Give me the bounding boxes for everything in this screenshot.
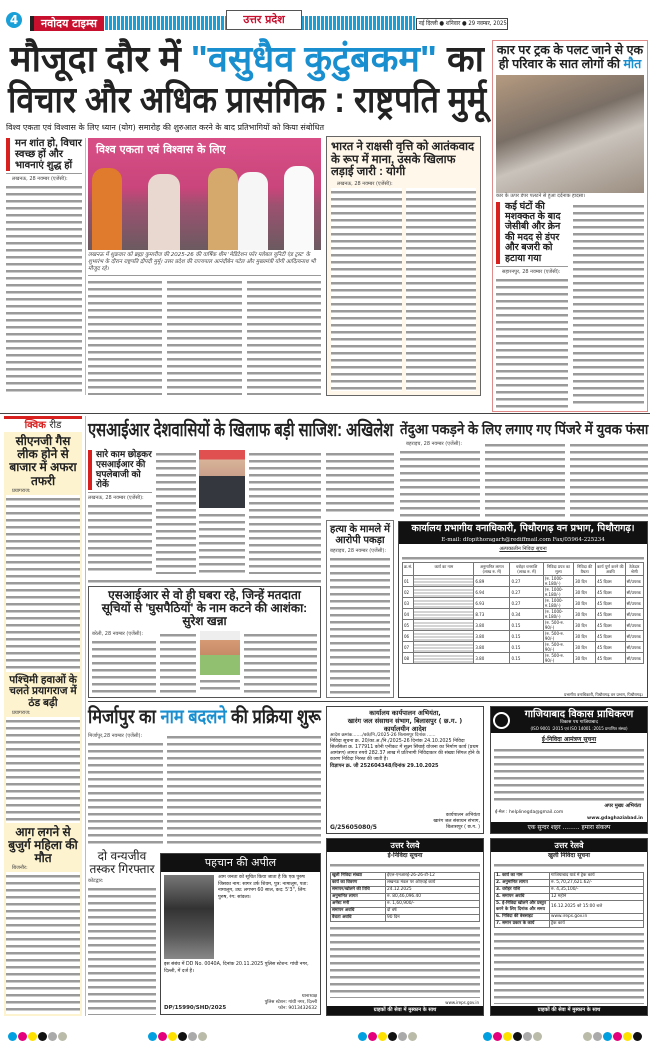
table-cell: 7. समान प्रकार के कार्य: [495, 921, 550, 928]
akhilesh-body-col2b: [199, 511, 245, 574]
quick-read-label-1: क्विक: [24, 420, 46, 431]
table-row: [331, 880, 480, 887]
appeal-photo: [164, 875, 214, 959]
table-cell: 0.27: [510, 598, 543, 609]
table-cell: 0.15: [510, 642, 543, 653]
table-row: [495, 894, 644, 901]
yogi-story-box: [326, 136, 481, 396]
table-cell: 0.15: [510, 653, 543, 664]
table-cell: सी/उपरक: [625, 598, 643, 609]
table-cell: समापन/खोलने की तिथि: [331, 887, 386, 894]
appeal-signature: [265, 994, 317, 1012]
murder-headline: हत्या के मामले में आरोपी पकड़ा: [330, 524, 390, 546]
gda-ad-notice: ई-निविदा आमंत्रण सूचना: [541, 736, 597, 743]
pithoragarh-ad-notice: अल्पकालीन निविदा सूचना: [499, 546, 547, 552]
table-cell: 90 दिन: [386, 915, 480, 922]
table-cell: 04: [403, 609, 414, 620]
pithoragarh-ad-contact: E-mail: dfopithoragarh@rediffmail.com Fax/05964-225234: [399, 536, 647, 544]
table-cell: 06: [403, 631, 414, 642]
table-cell: 30 दिन: [574, 620, 596, 631]
table-cell: 2. अनुमानित लागत: [495, 880, 550, 887]
table-header: निविदा की वैधता: [574, 563, 596, 576]
color-registration-marks: [8, 1026, 648, 1038]
accident-subhead: कई घंटों की मशक्कत के बाद जेसीबी और क्रेन की मदद से डंपर और बजरी को हटाया गया: [496, 202, 568, 265]
table-cell: रु. 4,35,100/-: [550, 887, 644, 894]
table-cell: 30 दिन: [574, 609, 596, 620]
bilaspur-ad-body: निविदा सूचना क्र. 20/का.अ./नि./2025-26 दिनांक 24.10.2025 निविदा सिलसिला क्र. 177911 कोनी एनीकट में सूक्ष्म सिंचाई योजना का निर्माण कार्य (प्रथम आमंत्रण) लागत रुपये 282.37 लाख में प्रतिभागी निविदाकार की संख्या सिंगल होने के कारण निविदा निरस्त की जाती है।: [330, 739, 480, 762]
side-story: [6, 138, 82, 395]
murder-dateline: बहराइच, 28 नवम्बर (एजेंसी):: [330, 548, 387, 554]
date-line-box: [416, 18, 508, 30]
table-cell: ईएल-एनआरई-26-26-टी-12: [386, 873, 480, 880]
mirzapur-headline-part2: की प्रक्रिया शुरू: [231, 706, 321, 728]
akhilesh-body-col3: [249, 450, 321, 574]
gda-ad-sign: अपर मुख्य अभियंता: [604, 803, 641, 809]
table-cell: 0.27: [510, 587, 543, 598]
work-name-cell: [414, 642, 474, 653]
table-cell: 6.94: [474, 587, 510, 598]
quick-read-label-2: रीड: [49, 420, 62, 431]
lead-photo-caption: लखनऊ में शुक्रवार को ब्रह्मा कुमारीज की 2025-26 की वार्षिक थीम 'मेडिटेशन फॉर ग्लोबल यूनिटी एंड ट्रस्ट' के शुभारंभ के दौरान राष्ट्रपति द्रौपदी मुर्मू। उत्तर प्रदेश की राज्यपाल आनंदीबेन पटेल और मुख्यमंत्री योगी आदित्यनाथ भी मौजूद रहे।: [88, 252, 316, 272]
akhilesh-dateline: लखनऊ, 28 नवम्बर (एजेंसी):: [88, 494, 144, 501]
accident-photo: [496, 75, 644, 193]
table-row: [331, 901, 480, 908]
mirzapur-body-col2: [167, 733, 321, 847]
railway-open-tender-ad: [490, 838, 648, 1016]
table-cell: 0.27: [510, 576, 543, 587]
table-cell: रु. 1,60,900/-: [386, 901, 480, 908]
table-cell: 6.89: [474, 576, 510, 587]
gda-ad-email: ई-मेल : helplinegda@gmail.com: [495, 810, 564, 815]
work-name-cell: [414, 609, 474, 620]
railway-ad-2-footer: ग्राहकों की सेवा में मुस्कान के साथ: [491, 1006, 647, 1015]
table-row: [403, 642, 644, 653]
work-name-cell: [414, 576, 474, 587]
table-cell: 30 दिन: [574, 576, 596, 587]
railway-ad-1-title: ई-निविदा सूचना: [387, 852, 423, 859]
table-cell: 05: [403, 620, 414, 631]
akhilesh-side: [88, 450, 152, 574]
table-cell: 30 दिन: [574, 653, 596, 664]
mirzapur-dateline: मिर्जापुर,28 नवम्बर (एजेंसी):: [88, 733, 143, 739]
pithoragarh-tender-ad: [398, 521, 648, 698]
akhilesh-subhead: सारे काम छोड़कर एसआईआर की घपलेबाजी को रोकें: [88, 450, 152, 490]
table-cell: 8.73: [474, 609, 510, 620]
khanna-photo: [200, 631, 240, 675]
table-cell: 30 दिन: [574, 642, 596, 653]
bilaspur-ad-number: विज्ञापन क्र. जी 252604348/दिनांक 29.10.2025: [330, 763, 439, 769]
work-name-cell: [414, 653, 474, 664]
pithoragarh-ad-title: कार्यालय प्रभागीय वनाधिकारी, पिथौरागढ़ वन प्रभाग, पिथौरागढ़।: [399, 522, 647, 536]
table-cell: 24.12.2025: [386, 887, 480, 894]
lead-body: [88, 252, 321, 395]
table-cell: 45 दिवस: [596, 631, 625, 642]
table-cell: (रु. 500-रु. 90/-): [543, 653, 573, 664]
lead-headline-line2: विचार और अधिक प्रासंगिक : राष्ट्रपति मुर्मू: [8, 79, 487, 120]
yogi-body-col1: [331, 188, 402, 391]
yogi-headline: भारत ने राक्षसी वृत्ति को आतंकवाद के रूप में माना, उसके खिलाफ लड़ाई जारी : योगी: [331, 141, 475, 179]
quick-read-label: [4, 416, 82, 432]
accident-story-box: [492, 40, 648, 412]
smugglers-dateline: कोटद्वार:: [88, 878, 104, 885]
photo-banner-text: विश्व एकता एवं विश्वास के लिए: [96, 143, 226, 156]
table-cell: 5. ई-निविदा खोलने और प्रस्तुत करने के लिए दिनांक और समय: [495, 901, 550, 914]
table-cell: 6. निविदा की वेबसाइट: [495, 914, 550, 921]
khanna-body-col2: [160, 631, 196, 694]
work-name-cell: [414, 620, 474, 631]
railway-ad-1-footer: ग्राहकों की सेवा में मुस्कान के साथ: [327, 1006, 483, 1015]
table-row: [495, 914, 644, 921]
quick-read-body-3: [6, 872, 80, 1014]
table-row: [403, 653, 644, 664]
mirzapur-body: [88, 733, 163, 847]
table-cell: 1. कार्य का नाम: [495, 873, 550, 880]
table-cell: सी/उपरक: [625, 576, 643, 587]
table-header: अनुमानित लागत (लाख रु. में): [474, 563, 510, 576]
table-cell: रु. 5,70,27,621.62/-: [550, 880, 644, 887]
accident-dateline: सहारनपुर, 28 नवम्बर (एजेंसी):: [502, 269, 561, 276]
table-cell: 01: [403, 576, 414, 587]
table-cell: 45 दिवस: [596, 642, 625, 653]
railway-ad-1-web: www.ireps.gov.in: [445, 1000, 479, 1005]
railway-ad-2-table: [494, 872, 644, 928]
lead-photo: [88, 138, 321, 250]
lead-headline-part1: मौजूदा दौर में: [10, 38, 181, 79]
table-row: [331, 894, 480, 901]
table-cell: 4. समापन अवधि: [495, 894, 550, 901]
table-cell: सी/उपरक: [625, 642, 643, 653]
table-cell: (रु. 1000-रु.180/-): [543, 609, 573, 620]
table-row: [495, 880, 644, 887]
pithoragarh-ad-table: [402, 562, 644, 664]
akhilesh-body-col1: [88, 502, 152, 574]
appeal-body: आम जनता को सूचित किया जाता है कि एक पुरुष जिसका नाम: सागर उर्फ शिवम, पुत्र: नामालूम, पता: नामालूम, उम्र: लगभग 60 साल, कद: 5'3", लिंग: पुरुष, रंग: सांवला।: [218, 875, 309, 900]
murder-story-box: [326, 520, 394, 698]
tendua-body-col3: [570, 441, 648, 517]
table-cell: 0.15: [510, 631, 543, 642]
table-cell: 16.12.2025 को 15:00 बजे: [550, 901, 644, 914]
table-cell: समापन अवधि: [331, 908, 386, 915]
bilaspur-ad-title-1: कार्यालय कार्यपालन अभियंता,: [369, 709, 441, 717]
table-cell: लखनऊ मंडल पर ओएचई कार्य: [386, 880, 480, 887]
accident-body-col2: [573, 202, 645, 409]
table-cell: दो वर्ष: [386, 908, 480, 915]
table-cell: सी/उपरक: [625, 620, 643, 631]
table-cell: खुली निविदा संख्या: [331, 873, 386, 880]
lead-body-col1: [88, 278, 162, 395]
table-cell: 30 दिन: [574, 587, 596, 598]
mirzapur-body-col1: [88, 740, 163, 847]
railway-ad-1-logo: उत्तर रेलवे: [327, 839, 483, 852]
akhilesh-photo: [199, 450, 245, 508]
khanna-story-box: [88, 586, 321, 698]
yogi-dateline: लखनऊ, 28 नवम्बर (एजेंसी):: [337, 180, 393, 187]
akhilesh-headline: एसआईआर देशवासियों के खिलाफ बड़ी साजिश: अखिलेश: [88, 420, 394, 441]
lead-headline: [8, 38, 486, 120]
khanna-body-col1: [92, 638, 156, 694]
table-cell: रु. 80,46,096.40: [386, 894, 480, 901]
pithoragarh-ad-signatory: प्रभागीय वनाधिकारी, पिथौरागढ़ वन प्रभाग, पिथौरागढ़।: [564, 692, 643, 697]
quick-read-column: [4, 416, 82, 1016]
murder-body: [330, 555, 390, 694]
bilaspur-ad-order-line: आदेश क्रमांक......./वर्क/नि./2025-26 बिलासपुर दिनांक ......: [330, 733, 436, 738]
table-cell: (रु. 500-रु. 90/-): [543, 631, 573, 642]
table-cell: सी/उपरक: [625, 609, 643, 620]
table-row: [495, 921, 644, 928]
quick-read-headline-1: सीएनजी गैस लीक होने से बाजार में अफरा तफरी: [9, 434, 77, 488]
table-cell: 3. धरोहर राशि: [495, 887, 550, 894]
table-cell: 3.80: [474, 642, 510, 653]
newspaper-logo: नवोदय टाइम्स: [30, 16, 104, 31]
table-cell: (रु. 500-रु. 90/-): [543, 620, 573, 631]
bilaspur-sign-2: खारंग जल संसाधन संभाग,: [433, 819, 480, 824]
gda-tender-ad: [490, 706, 648, 834]
table-cell: (रु. 500-रु. 90/-): [543, 642, 573, 653]
table-cell: www.ireps.gov.in: [550, 914, 644, 921]
table-cell: (रु. 1000-रु.180/-): [543, 598, 573, 609]
akhilesh-body-col4: [326, 450, 394, 516]
table-cell: ट्रैक कार्य: [550, 921, 644, 928]
table-row: [331, 915, 480, 922]
accident-photo-caption: कार के ऊपर डंपर पलटने से हुआ दर्दनाक हादसा।: [496, 192, 586, 199]
table-cell: 6.93: [474, 598, 510, 609]
table-header: क्र.सं.: [403, 563, 414, 576]
gda-ad-title: गाजियाबाद विकास प्राधिकरण: [524, 708, 634, 720]
table-row: [495, 873, 644, 880]
table-header: ठेकेदार श्रेणी: [625, 563, 643, 576]
table-cell: 12 महीने: [550, 894, 644, 901]
lead-body-col2: [167, 278, 241, 395]
table-cell: (रु. 1000-रु.180/-): [543, 587, 573, 598]
table-header: धरोहर धनराशि (लाख रु. में): [510, 563, 543, 576]
khanna-headline: एसआईआर से वो ही घबरा रहे, जिन्हें मतदाता सूचियों से 'घुसपैठियों' के नाम कटने की आशंका: सुरेश खन्ना: [101, 588, 308, 629]
side-dateline: लखनऊ, 28 नवम्बर (एजेंसी):: [12, 176, 68, 182]
bilaspur-sign-1: कार्यपालन अभियंता: [445, 813, 480, 818]
appeal-phone: फोन: 9013432632: [278, 1006, 317, 1011]
khanna-body-col4: [244, 631, 317, 694]
table-row: [331, 873, 480, 880]
quick-read-dateline-1: प्रयागराज:: [12, 487, 31, 494]
quick-read-headline-3: आग लगने से बुजुर्ग महिला की मौत: [8, 824, 78, 866]
table-cell: वैधता अवधि: [331, 915, 386, 922]
tendua-body: [400, 441, 480, 517]
mirzapur-headline-highlight: नाम बदलने: [160, 706, 227, 728]
work-name-cell: [414, 587, 474, 598]
tendua-body-col1: [400, 448, 480, 517]
tendua-headline: तेंदुआ पकड़ने के लिए लगाए गए पिंजरे में युवक फंसा: [400, 421, 649, 437]
table-cell: 02: [403, 587, 414, 598]
tendua-body-col2: [485, 441, 565, 517]
appeal-station: पुलिस स्टेशन: गांधी नगर, दिल्ली: [264, 1000, 317, 1005]
gda-ad-subtitle: विकास पथ गाजियाबाद: [560, 719, 598, 725]
gda-ad-header: [491, 707, 647, 733]
bilaspur-ad-code: G/25605080/5: [330, 824, 377, 831]
smugglers-story: [88, 850, 156, 1015]
accident-headline: [496, 44, 644, 72]
appeal-signature-title: थानाध्यक्ष: [301, 994, 317, 999]
table-row: [331, 887, 480, 894]
quick-read-dateline-3: बिजनौर:: [12, 865, 28, 872]
smugglers-body: [88, 885, 156, 1015]
lead-body-col3: [247, 278, 321, 395]
table-cell: 45 दिवस: [596, 653, 625, 664]
railway-ad-2-title: खुली निविदा सूचना: [548, 852, 590, 859]
accident-headline-highlight: मौत: [623, 56, 642, 71]
table-row: [403, 609, 644, 620]
table-row: [403, 576, 644, 587]
gda-ad-iso: (ISO 9001 :2015 एवं ISO 14001 :2015 प्रमाणित संस्था): [530, 725, 628, 731]
bilaspur-order-ad: [326, 706, 484, 834]
table-cell: 45 दिवस: [596, 620, 625, 631]
table-cell: अनुमानित लागत: [331, 894, 386, 901]
quick-read-body-1: [6, 495, 80, 672]
side-body-text: [6, 183, 82, 395]
lead-subhead: विश्व एकता एवं विश्वास के लिए ध्यान (योग) समारोह की शुरुआत करने के बाद प्रतिभागियों को किया संबोधित: [6, 123, 325, 132]
table-cell: सी/उपरक: [625, 653, 643, 664]
table-cell: कार्य का विवरण: [331, 880, 386, 887]
table-cell: (रु. 1000-रु.180/-): [543, 576, 573, 587]
table-header: कार्य पूर्ण करने की अवधि: [597, 564, 624, 574]
railway-ad-2-logo: उत्तर रेलवे: [491, 839, 647, 852]
table-cell: 30 दिन: [574, 631, 596, 642]
table-cell: 03: [403, 598, 414, 609]
table-row: [495, 901, 644, 914]
bilaspur-ad-title-2: खारंग जल संसाधन संभाग, बिलासपुर ( छ.ग. ): [347, 717, 463, 725]
table-cell: 45 दिवस: [596, 587, 625, 598]
appeal-dd: इस संबंध में DD No. 0040A, दिनांक 20.11.2025 पुलिस स्टेशन: गांधी नगर, दिल्ली, में दर्ज है।: [164, 962, 309, 974]
table-cell: 45 दिवस: [596, 576, 625, 587]
table-cell: सी/उपरक: [625, 631, 643, 642]
akhilesh-body-col2a: [156, 450, 196, 574]
table-cell: 3.80: [474, 620, 510, 631]
table-cell: 0.15: [510, 620, 543, 631]
quick-read-headline-2: पश्चिमी हवाओं के चलते प्रयागराज में ठंड बढ़ी: [9, 673, 77, 709]
khanna-dateline: बरेली, 28 नवम्बर (एजेंसी):: [92, 630, 144, 637]
page-number-badge: 4: [6, 12, 22, 28]
quick-read-body-2: [6, 717, 80, 823]
work-name-cell: [414, 631, 474, 642]
lead-headline-part2: का: [446, 38, 484, 79]
bilaspur-ad-title-3: कार्यालयीन आदेश: [383, 725, 427, 733]
table-cell: 45 दिवस: [596, 609, 625, 620]
table-header: कार्य का नाम: [414, 563, 474, 576]
appeal-code: DP/15990/SHD/2025: [164, 1005, 227, 1011]
date-line: नई दिल्ली ● शनिवार ● 29 नवम्बर, 2025: [418, 20, 507, 27]
yogi-body-col2: [406, 188, 477, 391]
lead-headline-line1: [8, 38, 486, 79]
table-row: [403, 631, 644, 642]
table-row: [331, 908, 480, 915]
table-header: निविदा प्रपत्र का मूल्य: [543, 563, 573, 576]
railway-ad-1-table: [330, 872, 480, 922]
khanna-body-col3: [200, 677, 240, 694]
table-row: [403, 620, 644, 631]
accident-body-col1: [496, 276, 568, 408]
smugglers-headline: दो वन्यजीव तस्कर गिरफ्तार: [89, 849, 155, 877]
gda-ad-footer: एक सुन्दर शहर ......... हमारा संकल्प: [491, 822, 647, 833]
table-row: [403, 587, 644, 598]
table-cell: 30 दिन: [574, 598, 596, 609]
mirzapur-headline: [88, 704, 321, 730]
mirzapur-headline-part1: मिर्जापुर का: [88, 706, 156, 728]
table-cell: 07: [403, 642, 414, 653]
work-name-cell: [414, 598, 474, 609]
table-cell: 3.80: [474, 631, 510, 642]
appeal-title: पहचान की अपील: [161, 854, 320, 872]
bilaspur-sign-3: बिलासपुर ( छ.ग. ): [446, 825, 480, 830]
table-row: [403, 598, 644, 609]
table-cell: सी/उपरक: [625, 587, 643, 598]
railway-etender-ad: [326, 838, 484, 1016]
gda-logo-icon: [493, 712, 510, 729]
table-cell: 45 दिवस: [596, 598, 625, 609]
quick-read-dateline-2: प्रयागराज:: [12, 709, 31, 716]
accident-headline-text: कार पर ट्रक के पलट जाने से एक ही परिवार के सात लोगों की: [496, 43, 644, 71]
identity-appeal-ad: [160, 853, 321, 1015]
table-cell: अर्नेस्ट मनी: [331, 901, 386, 908]
table-cell: 3.80: [474, 653, 510, 664]
table-cell: 0.34: [510, 609, 543, 620]
section-tab: उत्तर प्रदेश: [226, 10, 302, 30]
tendua-dateline: बहराइच, 28 नवम्बर (एजेंसी):: [406, 441, 463, 447]
lead-headline-highlight: "वसुधैव कुटुंबकम": [190, 38, 437, 79]
table-cell: गाजियाबाद यार्ड में ट्रैक कार्य: [550, 873, 644, 880]
table-cell: 08: [403, 653, 414, 664]
bilaspur-ad-signatory: [433, 813, 480, 831]
side-headline: मन शांत हो, विचार स्वच्छ हों और भावनाएं शुद्ध हों: [6, 138, 82, 171]
gda-ad-web: www.gdaghaziabad.in: [587, 816, 643, 821]
table-row: [495, 887, 644, 894]
